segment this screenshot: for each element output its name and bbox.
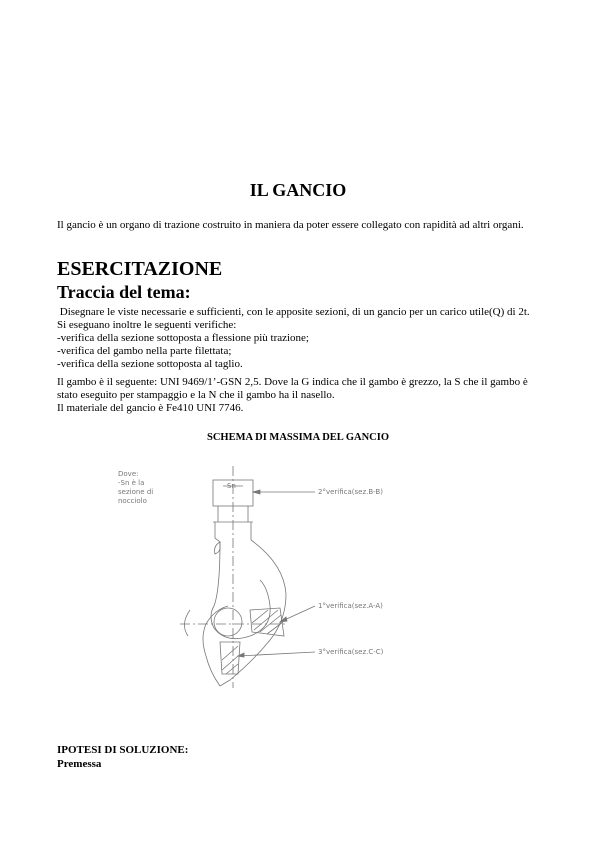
sn-label: Sn xyxy=(227,482,236,490)
task-heading: Traccia del tema: xyxy=(57,282,191,302)
material-line: Il materiale del gancio è Fe410 UNI 7746. xyxy=(57,402,244,414)
shank-paragraph xyxy=(57,376,537,415)
drawing-note-line: Dove: xyxy=(118,470,139,478)
drawing-note-line: sezione di xyxy=(118,488,154,496)
solution-heading: IPOTESI DI SOLUZIONE: xyxy=(57,744,189,756)
hook-drawing xyxy=(110,460,440,700)
label-sez-a: 1°verifica(sez.A-A) xyxy=(318,602,383,610)
drawing-note-line: -Sn è la xyxy=(118,479,145,487)
label-sez-b: 2°verifica(sez.B-B) xyxy=(318,488,383,496)
label-sez-c: 3°verifica(sez.C-C) xyxy=(318,648,384,656)
exercise-heading: ESERCITAZIONE xyxy=(57,258,223,280)
premise-heading: Premessa xyxy=(57,758,102,770)
schema-title: SCHEMA DI MASSIMA DEL GANCIO xyxy=(206,432,390,443)
intro-paragraph: Il gancio è un organo di trazione costruito in maniera da poter essere collegato con rapidità ad altri organi. xyxy=(57,219,524,231)
task-line: -verifica del gambo nella parte filettata; xyxy=(57,345,232,357)
leader-c xyxy=(238,652,315,656)
task-paragraph xyxy=(57,306,537,371)
task-line: -verifica della sezione sottoposta a flessione più trazione; xyxy=(57,332,309,344)
document-title: IL GANCIO xyxy=(249,180,347,200)
drawing-note-line: nocciolo xyxy=(118,497,147,505)
task-line: Disegnare le viste necessarie e sufficienti, con le apposite sezioni, di un gancio per un carico utile(Q) di 2t. Si eseguano inoltre le seguenti verifiche: xyxy=(57,306,533,331)
task-line: -verifica della sezione sottoposta al taglio. xyxy=(57,358,243,370)
shank-line: Il gambo è il seguente: UNI 9469/1’-GSN 2,5. Dove la G indica che il gambo è grezzo, la S che il gambo è stato eseguito per stampaggio e la N che il gambo ha il nasello. xyxy=(57,376,528,401)
hook-outer-contour xyxy=(203,540,286,686)
load-circle xyxy=(214,608,242,636)
